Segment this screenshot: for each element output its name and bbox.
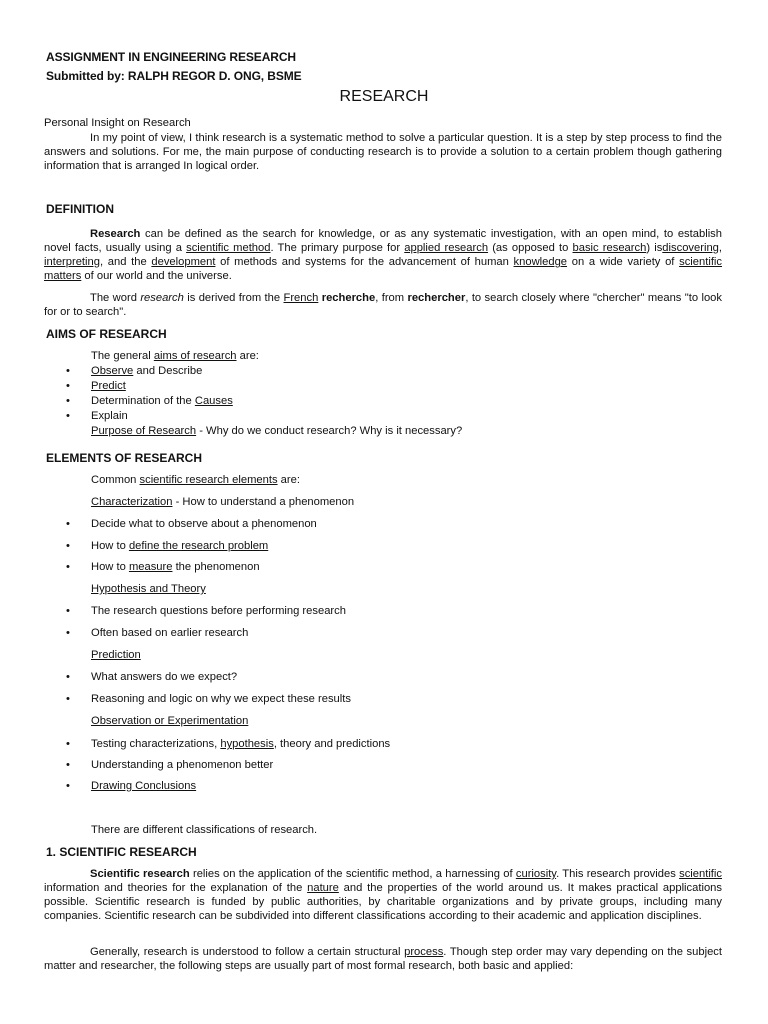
list-item: • Determination of the Causes bbox=[91, 394, 233, 408]
link-define-research-problem[interactable]: define the research problem bbox=[128, 540, 269, 552]
link-hypothesis-and-theory[interactable]: Hypothesis and Theory bbox=[91, 583, 206, 595]
list-item: • How to measure the phenomenon bbox=[91, 560, 260, 574]
link-prediction[interactable]: Prediction bbox=[91, 649, 141, 661]
link-measure[interactable]: measure bbox=[128, 561, 173, 573]
page-title: RESEARCH bbox=[339, 88, 429, 105]
characterization-line: Characterization - How to understand a phenomenon bbox=[91, 496, 355, 508]
list-item: • How to define the research problem bbox=[91, 539, 268, 553]
link-characterization[interactable]: Characterization bbox=[91, 496, 173, 508]
link-process[interactable]: process bbox=[404, 946, 444, 958]
list-item: • Observe and Describe bbox=[91, 364, 202, 378]
link-scientific-research-elements[interactable]: scientific research elements bbox=[139, 474, 278, 486]
list-item bbox=[91, 379, 126, 393]
link-observe[interactable]: Observe bbox=[91, 365, 134, 377]
prediction-line bbox=[91, 648, 141, 662]
definition-paragraph-2: The word research is derived from the French recherche, from rechercher, to search closely where "chercher" means "to look for or to search". bbox=[44, 292, 722, 318]
link-drawing-conclusions[interactable]: Drawing Conclusions bbox=[91, 780, 197, 792]
list-item: • The research questions before performing research bbox=[91, 604, 346, 618]
link-predict[interactable]: Predict bbox=[91, 380, 126, 392]
list-item: • Testing characterizations, hypothesis, theory and predictions bbox=[91, 737, 390, 751]
definition-heading: DEFINITION bbox=[46, 202, 114, 216]
link-purpose-of-research[interactable]: Purpose of Research bbox=[91, 425, 197, 437]
observation-line bbox=[91, 714, 248, 728]
purpose-line: Purpose of Research - Why do we conduct research? Why is it necessary? bbox=[91, 425, 463, 437]
link-curiosity[interactable]: curiosity bbox=[515, 868, 557, 880]
link-hypothesis[interactable]: hypothesis bbox=[220, 738, 274, 750]
aims-intro: The general aims of research are: bbox=[91, 350, 259, 362]
link-scientific-matters[interactable]: scientific matters bbox=[44, 256, 723, 282]
link-aims-of-research[interactable]: aims of research bbox=[153, 350, 237, 362]
link-basic-research[interactable]: basic research bbox=[572, 242, 647, 254]
elements-heading: ELEMENTS OF RESEARCH bbox=[46, 451, 203, 465]
link-causes[interactable]: Causes bbox=[194, 395, 233, 407]
link-scientific-method[interactable]: scientific method bbox=[186, 242, 271, 254]
classifications-line: There are different classifications of research. bbox=[91, 824, 318, 836]
submitted-by: Submitted by: RALPH REGOR D. ONG, BSME bbox=[46, 69, 302, 83]
link-knowledge[interactable]: knowledge bbox=[513, 256, 568, 268]
list-item: • Often based on earlier research bbox=[91, 626, 248, 640]
term-research: Research bbox=[90, 228, 141, 240]
link-french[interactable]: French bbox=[283, 292, 319, 304]
elements-intro: Common scientific research elements are: bbox=[91, 474, 300, 486]
list-item: • Reasoning and logic on why we expect these results bbox=[91, 692, 351, 706]
scientific-paragraph-2: Generally, research is understood to follow a certain structural process. Though step order may vary depending on the subject matter and researcher, the following steps are usually part of most formal research, both basic and applied: bbox=[44, 946, 722, 972]
link-scientific[interactable]: scientific bbox=[679, 868, 722, 880]
hypothesis-line bbox=[91, 582, 206, 596]
scientific-research-heading: 1. SCIENTIFIC RESEARCH bbox=[46, 845, 197, 859]
scientific-paragraph-1: Scientific research relies on the application of the scientific method, a harnessing of curiosity. This research provides scientific information and theories for the explanation of the nature and the properties of the world around us. It makes practical applications possible. Scientific research is funded by public authorities, by charitable organizations and by private groups, including many companies. Scientific research can be subdivided into different classifications according to their academic and application disciplines. bbox=[44, 868, 722, 922]
list-item: • Explain bbox=[91, 409, 128, 423]
link-discovering[interactable]: discovering bbox=[662, 242, 719, 254]
list-item: • What answers do we expect? bbox=[91, 670, 237, 684]
link-development[interactable]: development bbox=[151, 256, 216, 268]
insight-heading: Personal Insight on Research bbox=[44, 117, 191, 129]
list-item: • Decide what to observe about a phenomenon bbox=[91, 517, 317, 531]
insight-paragraph: In my point of view, I think research is a systematic method to solve a particular question. It is a step by step process to find the answers and solutions. For me, the main purpose of conducting research is to provide a solution to a certain problem though gathering information that is arranged In logical order. bbox=[44, 132, 722, 172]
list-item: • Understanding a phenomenon better bbox=[91, 758, 273, 772]
link-observation-or-experimentation[interactable]: Observation or Experimentation bbox=[91, 715, 249, 727]
link-nature[interactable]: nature bbox=[307, 882, 339, 894]
link-applied-research[interactable]: applied research bbox=[404, 242, 489, 254]
link-interpreting[interactable]: interpreting bbox=[44, 256, 100, 268]
aims-heading: AIMS OF RESEARCH bbox=[46, 327, 167, 341]
definition-paragraph-1: Research can be defined as the search for knowledge, or as any systematic investigation, with an open mind, to establish novel facts, usually using a scientific method. The primary purpose for applied research (as opposed to basic research) isdiscovering, interpreting, and the development of methods and systems for the advancement of human knowledge on a wide variety of scientific matters of our world and the universe. bbox=[44, 228, 723, 282]
assignment-title: ASSIGNMENT IN ENGINEERING RESEARCH bbox=[46, 50, 296, 64]
list-item bbox=[91, 779, 196, 793]
